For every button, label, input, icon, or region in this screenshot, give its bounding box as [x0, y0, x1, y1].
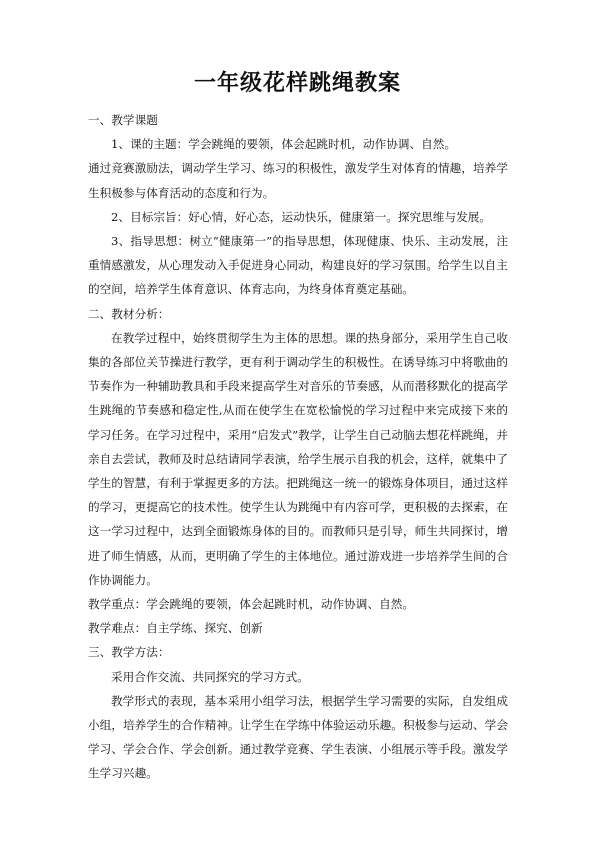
section-heading: 三、教学方法： [88, 645, 170, 660]
paragraph: 教学形式的表现，基本采用小组学习法，根据学生学习需要的实际，自发组成小组，培养学生的合作精神。让学生在学练中体验运动乐趣。积极参与运动、学会学习、学会合作、学会创新。通过教学竞赛、学生表演、小组展示等手段。激发学生学习兴趣。 [88, 693, 508, 781]
paragraph: 2、目标宗旨：好心情，好心态，运动快乐，健康第一。探究思维与发展。 [111, 209, 492, 224]
paragraph: 采用合作交流、共同探究的学习方式。 [111, 669, 309, 684]
document-body [88, 108, 508, 786]
paragraph: 在教学过程中，始终贯彻学生为主体的思想。课的热身部分，采用学生自己收集的各部位关节操进行教学，更有利于调动学生的积极性。在诱导练习中将歌曲的节奏作为一种辅助教具和手段来提高学生对音乐的节奏感，从而潜移默化的提高学生跳绳的节奏感和稳定性,从而在使学生在宽松愉悦的学习过程中来完成接下来的学习任务。在学习过程中，采用“启发式”教学，让学生自己动脑去想花样跳绳，并亲自去尝试，教师及时总结请同学表演，给学生展示自我的机会，这样，就集中了学生的智慧，有利于掌握更多的方法。把跳绳这一统一的锻炼身体项目，通过这样的学习，更提高它的技术性。使学生认为跳绳中有内容可学，更积极的去探索，在这一学习过程中，达到全面锻炼身体的目的。而教师只是引导，师生共同探讨，增进了师生情感，从而，更明确了学生的主体地位。通过游戏进一步培养学生间的合作协调能力。 [88, 330, 508, 587]
section-heading: 二、教材分析： [88, 306, 170, 321]
paragraph: 3、指导思想：树立“健康第一”的指导思想，体现健康、快乐、主动发展，注重情感激发，从心理发动入手促进身心同动，构建良好的学习氛围。给学生以自主的空间，培养学生体育意识、体育志向，为终身体育奠定基础。 [88, 234, 508, 297]
document-title: 一年级花样跳绳教案 [193, 71, 401, 96]
section-heading: 一、教学课题 [88, 113, 158, 127]
paragraph: 1、课的主题：学会跳绳的要领，体会起跳时机，动作协调、自然。 [111, 137, 457, 152]
paragraph: 通过竞赛激励法，调动学生学习、练习的积极性，激发学生对体育的情趣，培养学生积极参与体育活动的态度和行为。 [88, 161, 508, 200]
paragraph: 教学难点：自主学练、探究、创新 [88, 621, 263, 636]
paragraph: 教学重点：学会跳绳的要领，体会起跳时机，动作协调、自然。 [88, 597, 415, 612]
